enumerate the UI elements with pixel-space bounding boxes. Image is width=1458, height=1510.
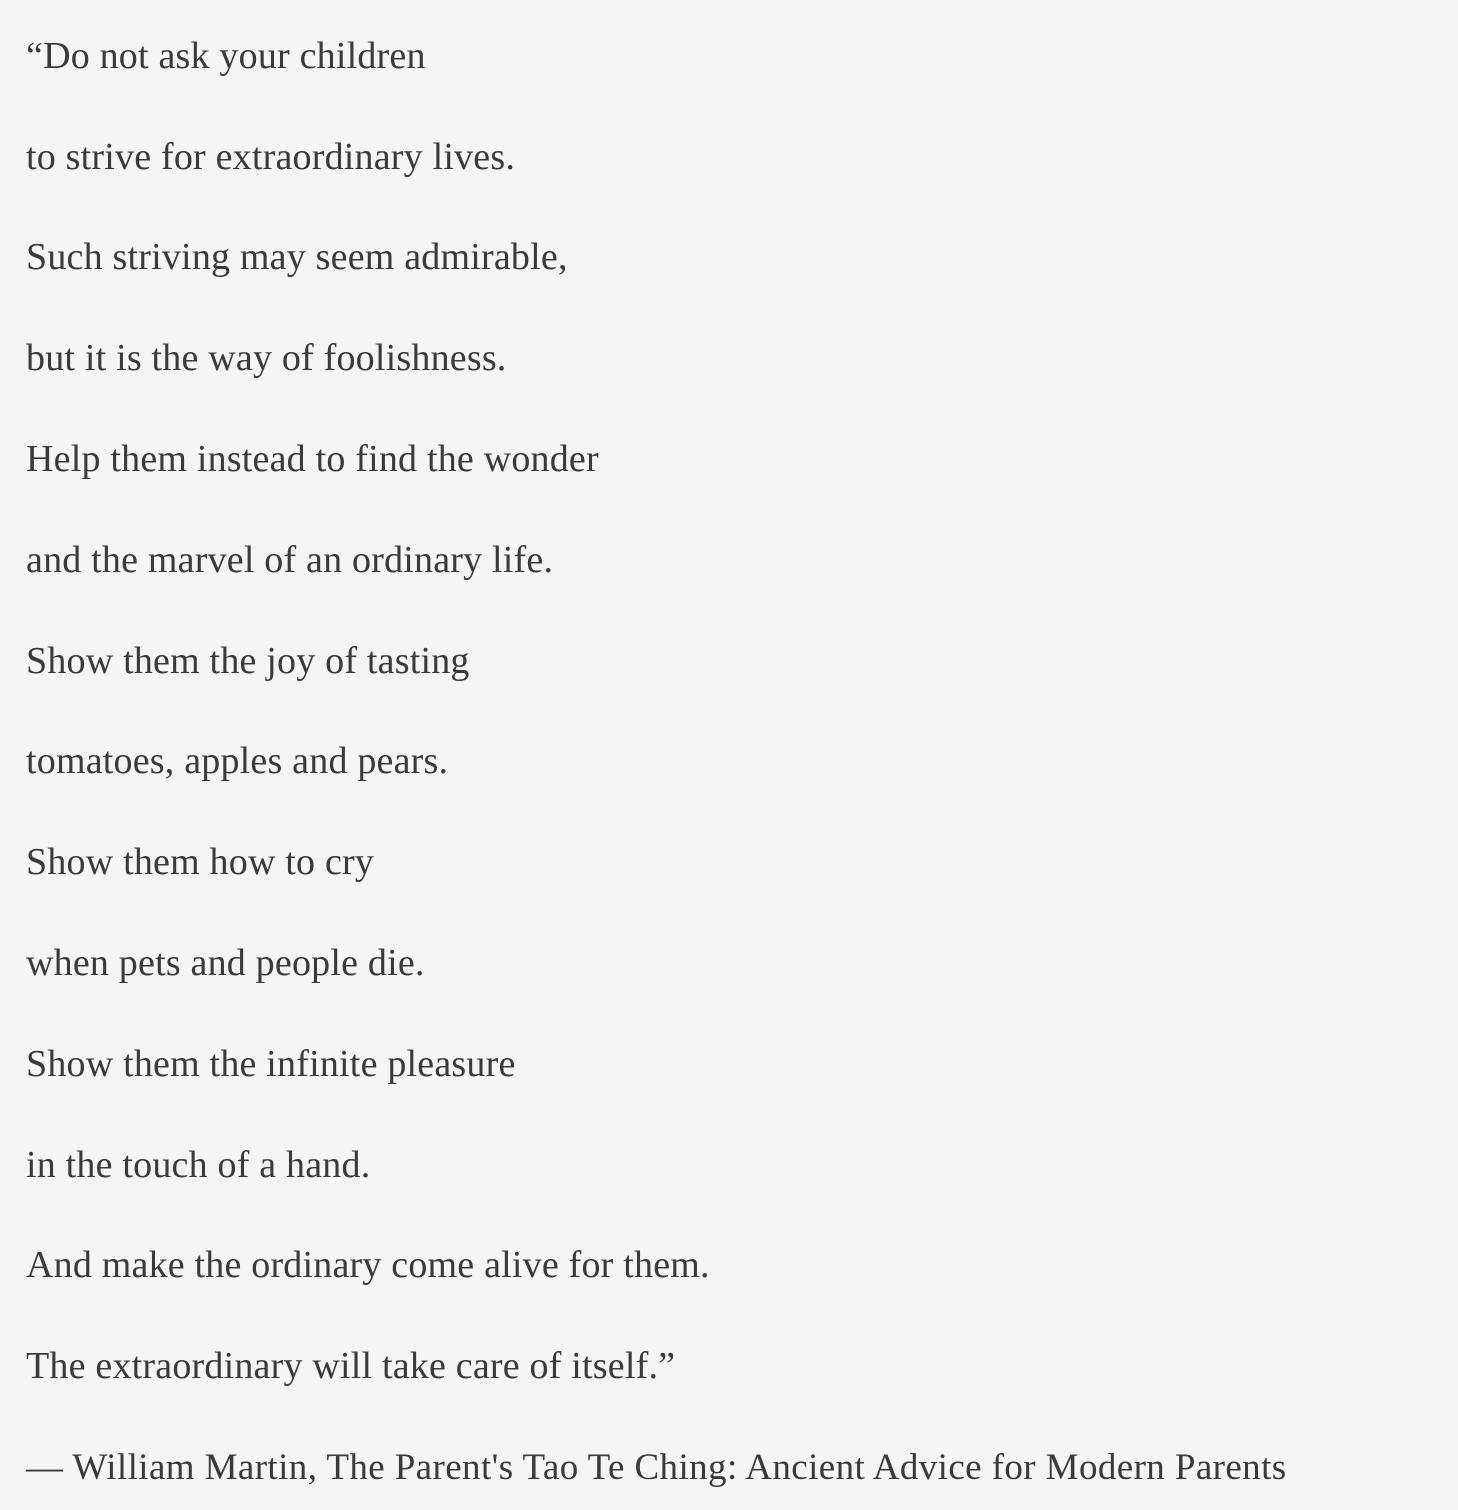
quote-line: Show them the infinite pleasure	[26, 1043, 516, 1085]
quote-line: but it is the way of foolishness.	[26, 337, 507, 379]
quote-line: Show them the joy of tasting	[26, 640, 470, 682]
quote-line: “Do not ask your children	[26, 35, 426, 77]
quote-attribution: — William Martin, The Parent's Tao Te Ching: Ancient Advice for Modern Parents	[26, 1447, 1287, 1488]
quote-line: Help them instead to find the wonder	[26, 438, 599, 480]
quote-line: And make the ordinary come alive for them.	[26, 1244, 710, 1286]
quote-line: and the marvel of an ordinary life.	[26, 539, 554, 581]
quote-line: in the touch of a hand.	[26, 1144, 371, 1186]
quote-line: The extraordinary will take care of itself.”	[26, 1345, 676, 1387]
quote-line: when pets and people die.	[26, 942, 425, 984]
quote-line: tomatoes, apples and pears.	[26, 740, 449, 782]
quote-line: Such striving may seem admirable,	[26, 236, 568, 278]
quote-line: to strive for extraordinary lives.	[26, 136, 516, 178]
quote-line: Show them how to cry	[26, 841, 375, 883]
